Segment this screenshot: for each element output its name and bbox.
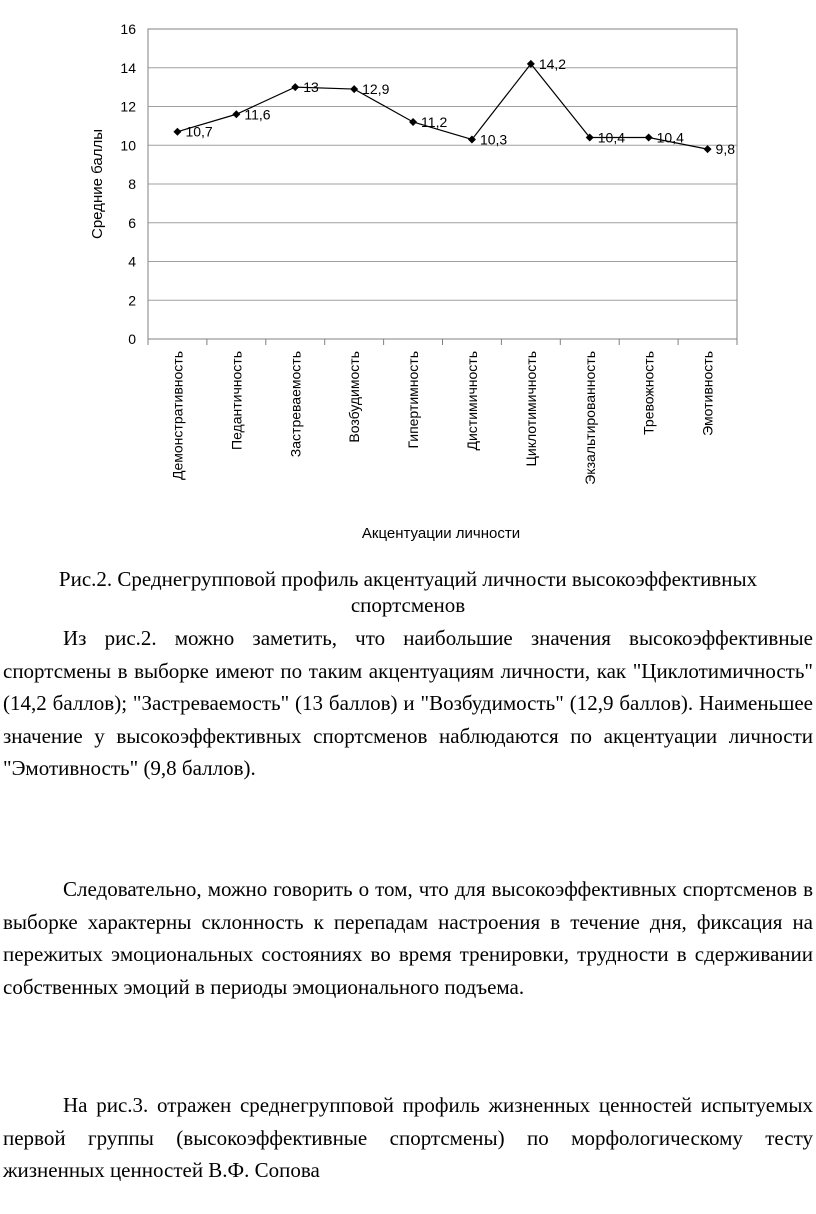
x-tick-label: Застреваемость xyxy=(287,351,304,458)
data-point xyxy=(173,128,181,136)
x-tick-label: Возбудимость xyxy=(346,351,363,443)
data-label: 10,3 xyxy=(479,131,508,148)
x-tick-label: Педантичность xyxy=(228,351,245,450)
data-label: 10,4 xyxy=(597,129,625,146)
paragraph-1 xyxy=(3,622,813,785)
y-tick-label: 8 xyxy=(128,176,136,192)
paragraph-3 xyxy=(3,1089,813,1187)
x-tick-label: Циклотимичность xyxy=(522,351,539,467)
data-label: 12,9 xyxy=(362,81,390,98)
figure-caption xyxy=(0,566,816,618)
data-label: 11,6 xyxy=(244,106,271,123)
y-axis-title: Средние баллы xyxy=(89,129,106,239)
paragraph-text: Следовательно, можно говорить о том, что для высокоэффективных спортсменов в выборке характерны склонность к перепадам настроения в течение дня, фиксация на пережитых эмоциональных состояниях во время тренировки, трудности в сдерживании собственных эмоций в периоды эмоционального подъема. xyxy=(3,877,813,999)
x-tick-label: Экзальтированность xyxy=(581,351,598,485)
y-tick-label: 4 xyxy=(128,253,136,270)
data-label: 9,8 xyxy=(715,141,736,158)
data-point xyxy=(291,83,299,91)
paragraph-text: На рис.3. отражен среднегрупповой профиль жизненных ценностей испытуемых первой группы (высокоэффективные спортсмены) по морфологическому тесту жизненных ценностей В.Ф. Сопова xyxy=(3,1093,813,1183)
paragraph-text: Из рис.2. можно заметить, что наибольшие значения высокоэффективные спортсмены в выборке имеют по таким акцентуациям личности, как "Циклотимичность" (14,2 баллов); "Застреваемость" (13 баллов) и "Возбудимость" (12,9 баллов). Наименьшее значение у высокоэффективных спортсменов наблюдаются по акцентуации личности "Эмотивность" (9,8 баллов). xyxy=(3,626,813,781)
x-tick-label: Тревожность xyxy=(640,351,657,435)
x-tick-label: Эмотивность xyxy=(699,351,716,436)
accentuation-profile-chart xyxy=(0,0,816,550)
data-point xyxy=(645,134,653,142)
y-tick-label: 6 xyxy=(128,214,136,231)
data-point xyxy=(350,85,358,93)
y-tick-label: 0 xyxy=(128,331,136,347)
caption-line-2: спортсменов xyxy=(350,593,466,617)
paragraph-2 xyxy=(3,873,813,1003)
x-tick-label: Демонстративность xyxy=(169,351,186,480)
x-tick-label: Дистимичность xyxy=(463,351,480,451)
y-tick-label: 2 xyxy=(128,292,136,309)
data-point xyxy=(232,110,240,118)
y-tick-label: 12 xyxy=(120,98,136,115)
data-label: 13 xyxy=(303,79,319,96)
data-label: 14,2 xyxy=(538,55,567,72)
x-tick-label: Гипертимность xyxy=(405,351,422,449)
data-point xyxy=(409,118,417,126)
x-axis-title: Акцентуации личности xyxy=(361,525,521,542)
y-tick-label: 14 xyxy=(120,59,136,76)
y-tick-label: 10 xyxy=(120,137,136,154)
data-label: 10,4 xyxy=(656,129,684,146)
data-label: 10,7 xyxy=(185,123,213,140)
y-tick-label: 16 xyxy=(120,21,136,37)
caption-line-1: Рис.2. Среднегрупповой профиль акцентуаций личности высокоэффективных xyxy=(58,567,758,591)
data-label: 11,2 xyxy=(421,114,448,130)
data-point xyxy=(704,145,712,153)
